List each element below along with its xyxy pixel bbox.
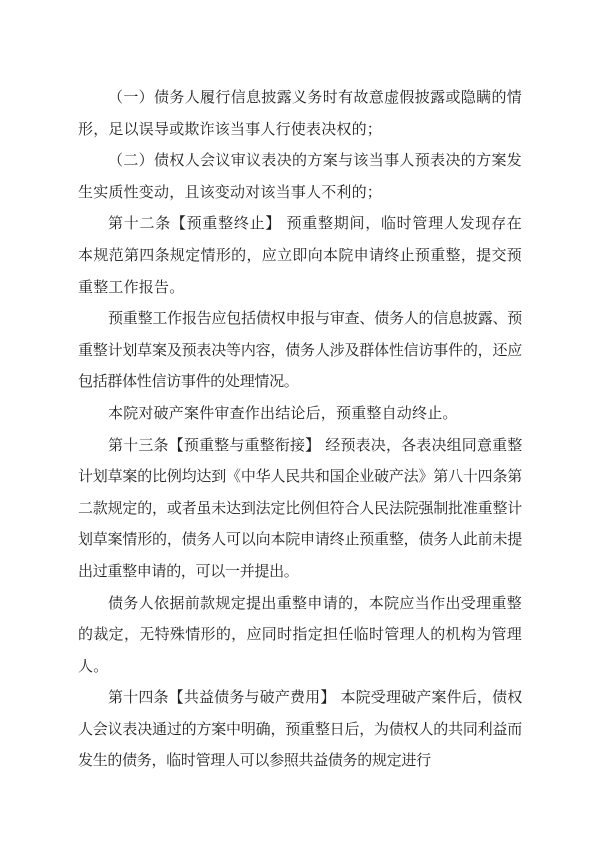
article-13-paragraph: 第十三条【预重整与重整衔接】 经预表决，各表决组同意重整计划草案的比例均达到《中华人民共和国企业破产法》第八十四条第二款规定的，或者虽未达到法定比例但符合人民法院强制批准重整计划草案情形的，债务人可以向本院申请终止预重整，债务人此前未提出过重整申请的，可以一并提出。 [78,435,522,580]
auto-termination-paragraph: 本院对破产案件审查作出结论后，预重整自动终止。 [108,403,458,422]
paragraph-item-2: （二）债权人会议审议表决的方案与该当事人预表决的方案发生实质性变动，且该变动对该当事人不利的； [78,151,522,201]
report-content-paragraph: 预重整工作报告应包括债权申报与审查、债务人的信息披露、预重整计划草案及预表决等内容，债务人涉及群体性信访事件的，还应包括群体性信访事件的处理情况。 [78,309,522,391]
paragraph-item-1: （一）债务人履行信息披露义务时有故意虚假披露或隐瞒的情形，足以误导或欺诈该当事人行使表决权的； [78,88,522,138]
article-12-paragraph: 第十二条【预重整终止】 预重整期间，临时管理人发现存在本规范第四条规定情形的，应立即向本院申请终止预重整，提交预重整工作报告。 [78,214,522,296]
reorganization-application-paragraph: 债务人依据前款规定提出重整申请的，本院应当作出受理重整的裁定，无特殊情形的，应同时指定担任临时管理人的机构为管理人。 [78,593,522,675]
article-14-paragraph: 第十四条【共益债务与破产费用】 本院受理破产案件后，债权人会议表决通过的方案中明确，预重整日后，为债权人的共同利益而发生的债务，临时管理人可以参照共益债务的规定进行 [78,688,522,770]
